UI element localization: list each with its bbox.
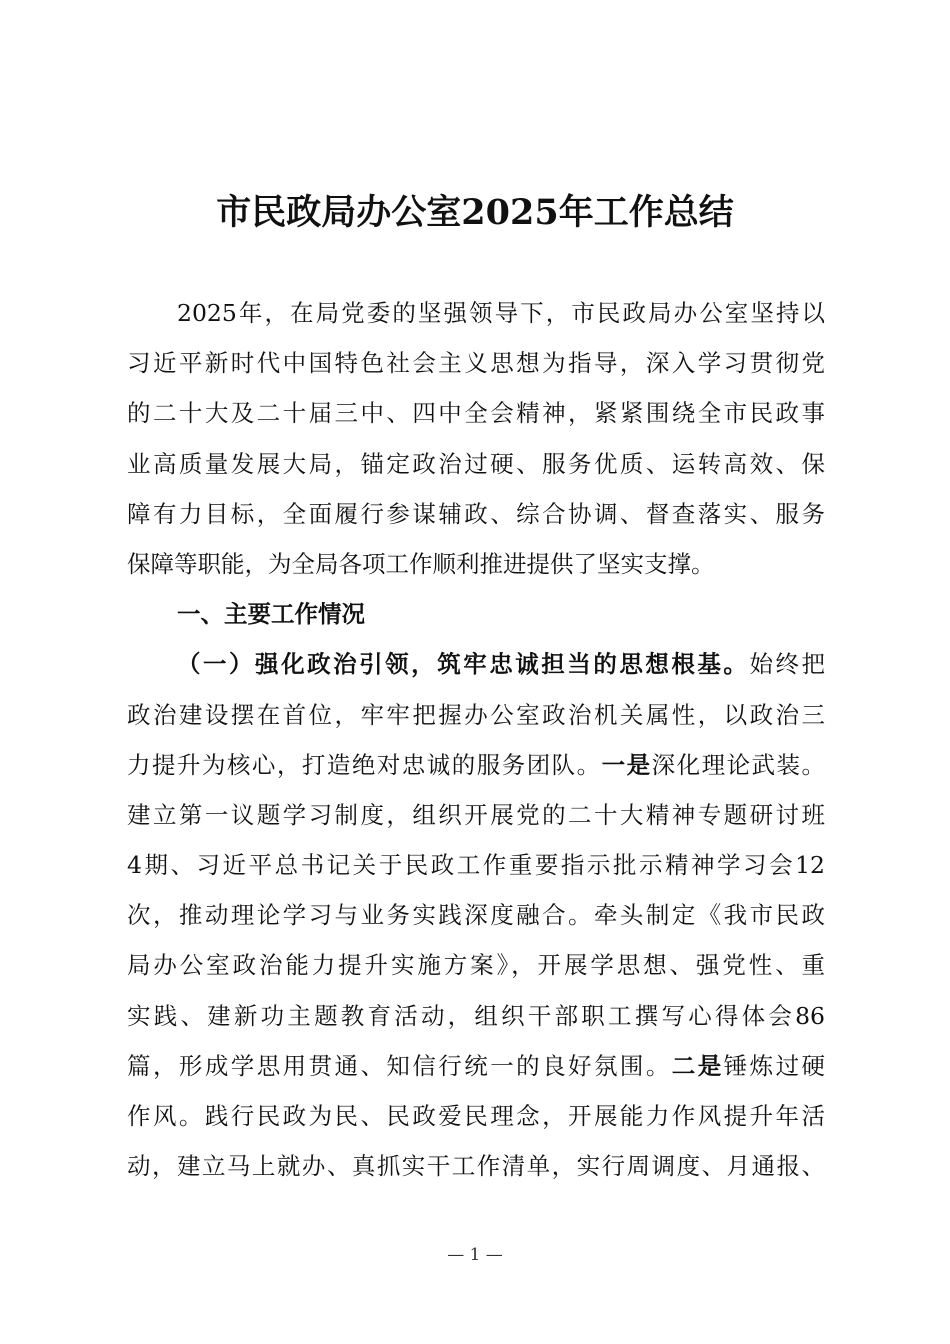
point-2-label: 二是 xyxy=(671,1051,724,1080)
subsection-line-1 xyxy=(127,639,825,689)
subsection-line-8: 实践、建新功主题教育活动，组织干部职工撰写心得体会86 xyxy=(127,1001,825,1030)
subsection-line-1-rest: 始终把 xyxy=(749,650,826,679)
point-2-text: 锤炼过硬 xyxy=(723,1051,826,1080)
intro-line-2: 习近平新时代中国特色社会主义思想为指导，深入学习贯彻党 xyxy=(127,349,825,378)
subsection-line-3-text: 力提升为核心，打造绝对忠诚的服务团队。 xyxy=(127,750,602,779)
document-body xyxy=(127,288,825,1191)
section-heading: 一、主要工作情况 xyxy=(177,600,365,629)
intro-line-4: 业高质量发展大局，锚定政治过硬、服务优质、运转高效、保 xyxy=(127,449,825,478)
subsection-line-5: 4期、习近平总书记关于民政工作重要指示批示精神学习会12 xyxy=(127,851,825,880)
point-1-text: 深化理论武装。 xyxy=(651,750,826,779)
intro-line-6: 保障等职能，为全局各项工作顺利推进提供了坚实支撑。 xyxy=(127,549,715,578)
intro-paragraph xyxy=(127,288,825,589)
subsection-line-2: 政治建设摆在首位，牢牢把握办公室政治机关属性，以政治三 xyxy=(127,700,825,729)
subsection-line-3 xyxy=(127,740,825,790)
page-number: — 1 — xyxy=(447,1245,503,1265)
subsection-heading: （一）强化政治引领，筑牢忠诚担当的思想根基。 xyxy=(177,650,750,679)
subsection-line-9 xyxy=(127,1041,825,1091)
document-title: 市民政局办公室2025年工作总结 xyxy=(216,192,734,233)
subsection-line-4: 建立第一议题学习制度，组织开展党的二十大精神专题研讨班 xyxy=(127,800,825,829)
subsection-line-9-text: 篇，形成学思用贯通、知信行统一的良好氛围。 xyxy=(127,1051,672,1080)
subsection-line-6: 次，推动理论学习与业务实践深度融合。牵头制定《我市民政 xyxy=(127,901,825,930)
subsection-line-11: 动，建立马上就办、真抓实干工作清单，实行周调度、月通报、 xyxy=(127,1152,825,1181)
intro-line-3: 的二十大及二十届三中、四中全会精神，紧紧围绕全市民政事 xyxy=(127,399,825,428)
subsection-line-10: 作风。践行民政为民、民政爱民理念，开展能力作风提升年活 xyxy=(127,1102,825,1130)
intro-line-1: 2025年，在局党委的坚强领导下，市民政局办公室坚持以 xyxy=(177,299,825,327)
subsection-line-7: 局办公室政治能力提升实施方案》，开展学思想、强党性、重 xyxy=(127,951,825,980)
intro-line-5: 障有力目标，全面履行参谋辅政、综合协调、督查落实、服务 xyxy=(127,499,825,528)
subsection-paragraph xyxy=(127,639,825,1191)
point-1-label: 一是 xyxy=(601,750,652,779)
